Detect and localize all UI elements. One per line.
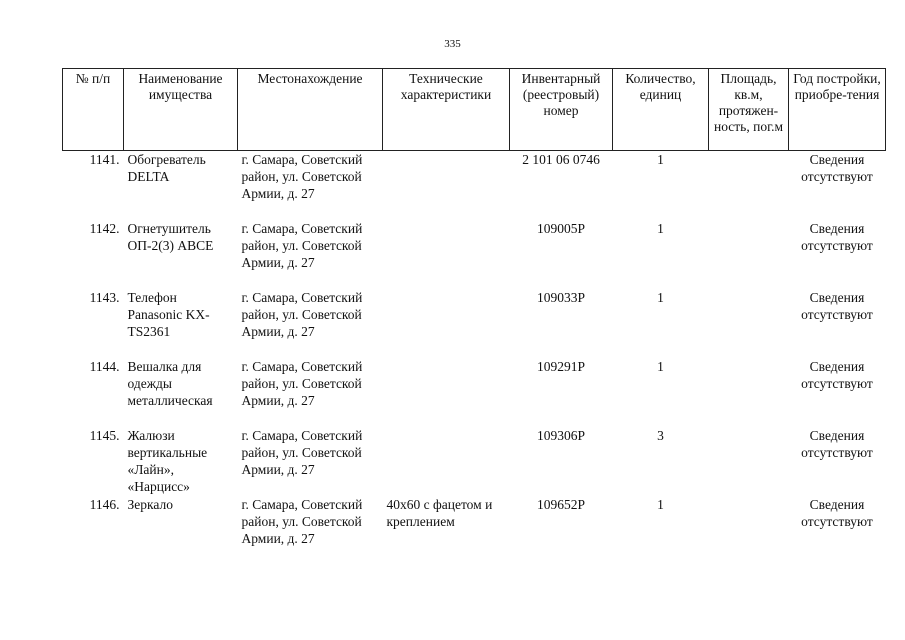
row-area [709,358,789,427]
header-inventory: Инвентарный (реестровый) номер [510,69,613,151]
header-year: Год постройки, приобре-тения [789,69,886,151]
header-quantity: Количество, единиц [613,69,709,151]
row-location: г. Самара, Советский район, ул. Советской Армии, д. 27 [241,496,363,546]
property-registry-table [62,68,886,565]
row-inventory: 2 101 06 0746 [522,152,600,167]
row-specs [383,151,510,220]
table-row [63,496,886,565]
row-inventory: 109033Р [536,289,585,305]
row-location: г. Самара, Советский район, ул. Советской Армии, д. 27 [241,289,363,339]
row-year: Сведения отсутствуют [801,220,873,253]
row-quantity: 1 [657,496,664,512]
row-name: Обогреватель DELTA [127,152,206,184]
header-name: Наименование имущества [124,69,238,151]
row-quantity: 1 [657,152,664,167]
header-area: Площадь, кв.м, протяжен-ность, пог.м [709,69,789,151]
header-num: № п/п [63,69,124,151]
row-num: 1141. [89,152,120,167]
row-specs [383,358,510,427]
row-specs: 40х60 с фацетом и креплением [386,496,493,529]
row-inventory: 109652Р [536,496,585,512]
row-area [709,427,789,496]
row-num: 1146. [89,496,120,512]
table-row [63,358,886,427]
row-quantity: 1 [657,358,664,374]
row-specs [383,427,510,496]
row-num: 1143. [89,289,120,305]
row-location: г. Самара, Советский район, ул. Советской Армии, д. 27 [241,427,363,477]
row-inventory: 109306Р [536,427,585,443]
row-name: Вешалка для одежды металлическая [127,358,213,408]
header-row [63,69,886,151]
row-name: Телефон Panasonic KX-TS2361 [127,289,210,339]
row-year: Сведения отсутствуют [801,152,873,184]
row-name: Жалюзи вертикальные «Лайн», «Нарцисс» [127,427,208,494]
row-location: г. Самара, Советский район, ул. Советской Армии, д. 27 [241,358,363,408]
row-year: Сведения отсутствуют [801,289,873,322]
table-row [63,289,886,358]
row-area [709,151,789,220]
row-quantity: 3 [657,427,664,443]
row-num: 1144. [89,358,120,374]
row-quantity: 1 [657,220,664,236]
row-specs [383,289,510,358]
header-specs: Технические характеристики [383,69,510,151]
table-header [63,69,886,151]
table-row [63,220,886,289]
row-area [709,496,789,565]
row-specs [383,220,510,289]
row-area [709,289,789,358]
row-year: Сведения отсутствуют [801,427,873,460]
page-number: 335 [444,38,461,50]
row-inventory: 109005Р [536,220,585,236]
table-body [63,151,886,565]
row-location: г. Самара, Советский район, ул. Советской Армии, д. 27 [241,220,363,270]
row-area [709,220,789,289]
row-num: 1145. [89,427,120,443]
row-inventory: 109291Р [536,358,585,374]
row-year: Сведения отсутствуют [801,496,873,529]
row-year: Сведения отсутствуют [801,358,873,391]
row-name: Зеркало [127,496,173,512]
header-location: Местонахождение [238,69,383,151]
row-quantity: 1 [657,289,664,305]
row-location: г. Самара, Советский район, ул. Советской Армии, д. 27 [241,152,363,201]
row-name: Огнетушитель ОП-2(3) АВСЕ [127,220,214,253]
row-num: 1142. [89,220,120,236]
table-row [63,151,886,220]
table-row [63,427,886,496]
